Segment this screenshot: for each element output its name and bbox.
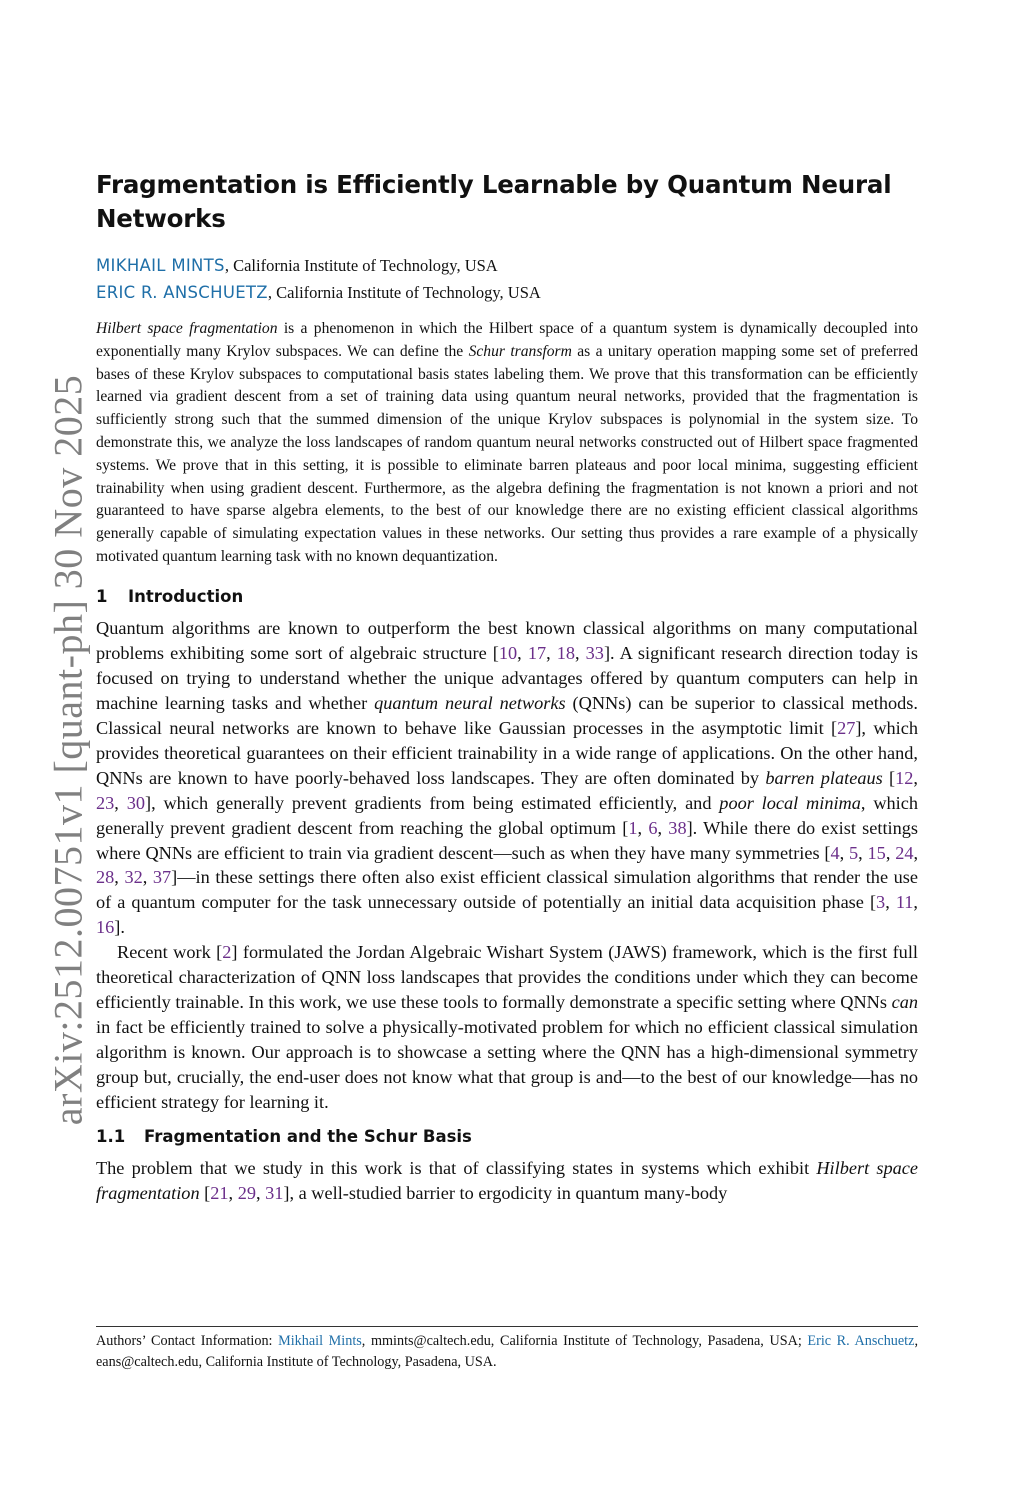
author-line <box>96 279 918 306</box>
citation-link[interactable]: 3 <box>876 892 886 913</box>
author-affiliation: , California Institute of Technology, USA <box>224 256 498 275</box>
author-link[interactable]: Eric R. Anschuetz <box>807 1333 915 1349</box>
citation-link[interactable]: 18 <box>556 643 576 664</box>
citation-link[interactable]: 28 <box>96 867 115 888</box>
citation-link[interactable]: 15 <box>867 842 886 863</box>
abstract: Hilbert space fragmentation is a phenomenon in which the Hilbert space of a quantum system is dynamically decoupled into exponentially many Krylov subspaces. We can define the Schur transform as a unitary operation mapping some set of preferred bases of these Krylov subspaces to computational basis states labeling them. We prove that this transformation can be efficiently learned via gradient descent from a set of training data using quantum neural networks, provided that the fragmentation is sufficiently strong such that the summed dimension of the unique Krylov subspaces is polynomial in the system size. To demonstrate this, we analyze the loss landscapes of random quantum neural networks constructed out of Hilbert space fragmented systems. We prove that in this setting, it is possible to eliminate barren plateaus and poor local minima, suggesting efficient trainability when using gradient descent. Furthermore, as the algebra defining the fragmentation is not known a priori and not guaranteed to have sparse algebra elements, to the best of our knowledge there are no existing efficient classical algorithms generally capable of simulating expectation values in these networks. Our setting thus provides a rare example of a physically motivated quantum learning task with no known dequantization. <box>96 320 918 565</box>
citation-link[interactable]: 29 <box>237 1183 256 1204</box>
citation-link[interactable]: 31 <box>265 1183 284 1204</box>
citation-link[interactable]: 11 <box>895 892 914 913</box>
citation-link[interactable]: 10 <box>498 643 518 664</box>
citation-link[interactable]: 12 <box>895 767 914 788</box>
author-name[interactable]: ERIC R. ANSCHUETZ <box>96 283 268 302</box>
citation-link[interactable]: 37 <box>152 867 172 888</box>
citation-link[interactable]: 24 <box>895 842 914 863</box>
author-link[interactable]: Mikhail Mints <box>278 1333 362 1349</box>
author-name[interactable]: MIKHAIL MINTS <box>96 256 225 275</box>
subsection-heading-fragmentation: 1.1 Fragmentation and the Schur Basis <box>96 1127 472 1147</box>
abstract-term: Schur transform <box>468 342 572 360</box>
paper-title: Fragmentation is Efficiently Learnable by Quantum Neural Networks <box>96 170 892 233</box>
citation-link[interactable]: 16 <box>96 917 115 938</box>
citation-link[interactable]: 2 <box>222 942 232 963</box>
citation-link[interactable]: 32 <box>124 867 143 888</box>
citation-link[interactable]: 30 <box>126 792 145 813</box>
abstract-term: Hilbert space fragmentation <box>96 320 278 337</box>
citation-link[interactable]: 17 <box>527 643 547 664</box>
author-affiliation: , California Institute of Technology, USA <box>267 283 541 302</box>
author-list <box>96 252 918 306</box>
citation-link[interactable]: 23 <box>96 792 115 813</box>
author-contact-footnote: Authors’ Contact Information: Mikhail Mints, mmints@caltech.edu, California Institute of Technology, Pasadena, USA; Eric R. Anschuetz, eans@caltech.edu, California Institute of Technology, Pasadena, USA. <box>96 1326 918 1373</box>
citation-link[interactable]: 6 <box>648 817 658 838</box>
citation-link[interactable]: 5 <box>849 842 859 863</box>
intro-paragraph-2: Recent work [2] formulated the Jordan Algebraic Wishart System (JAWS) framework, which is the first full theoretical characterization of QNN loss landscapes that provides the conditions under which they can become efficiently trainable. In this work, we use these tools to formally demonstrate a specific setting where QNNs can in fact be efficiently trained to solve a physically-motivated problem for which no efficient classical simulation algorithm is known. Our approach is to showcase a setting where the QNN has a high-dimensional symmetry group but, crucially, the end-user does not know what that group is and—to the best of our knowledge—has no efficient strategy for learning it. <box>96 942 918 1112</box>
citation-link[interactable]: 27 <box>837 717 856 738</box>
main-content <box>96 168 918 1206</box>
citation-link[interactable]: 4 <box>830 842 840 863</box>
citation-link[interactable]: 33 <box>585 643 604 664</box>
citation-link[interactable]: 38 <box>668 817 687 838</box>
section-heading-introduction: 1 Introduction <box>96 587 244 607</box>
subsection-paragraph-1: The problem that we study in this work is that of classifying states in systems which exhibit Hilbert space fragmentation [21, 29, 31], a well-studied barrier to ergodicity in quantum many-body <box>96 1158 918 1204</box>
intro-paragraph-1: Quantum algorithms are known to outperform the best known classical algorithms on many computational problems exhibiting some sort of algebraic structure [10, 17, 18, 33]. A significant research direction today is focused on trying to understand whether the unique advantages offered by quantum computers can help in machine learning tasks and whether quantum neural networks (QNNs) can be superior to classical methods. Classical neural networks are known to behave like Gaussian processes in the asymptotic limit [27], which provides theoretical guarantees on their efficient trainability in a wide range of applications. On the other hand, QNNs are known to have poorly-behaved loss landscapes. They are often dominated by barren plateaus [12, 23, 30], which generally prevent gradients from being estimated efficiently, and poor local minima, which generally prevent gradient descent from reaching the global optimum [1, 6, 38]. While there do exist settings where QNNs are efficient to train via gradient descent—such as when they have many symmetries [4, 5, 15, 24, 28, 32, 37]—in these settings there often also exist efficient classical simulation algorithms that render the use of a quantum computer for the task unnecessary outside of potentially an initial data acquisition phase [3, 11, 16]. <box>96 618 919 938</box>
author-line <box>96 252 918 279</box>
arxiv-identifier: arXiv:2512.00751v1 [quant-ph] 30 Nov 2025 <box>45 374 91 1126</box>
citation-link[interactable]: 1 <box>628 817 638 838</box>
citation-link[interactable]: 21 <box>210 1183 229 1204</box>
